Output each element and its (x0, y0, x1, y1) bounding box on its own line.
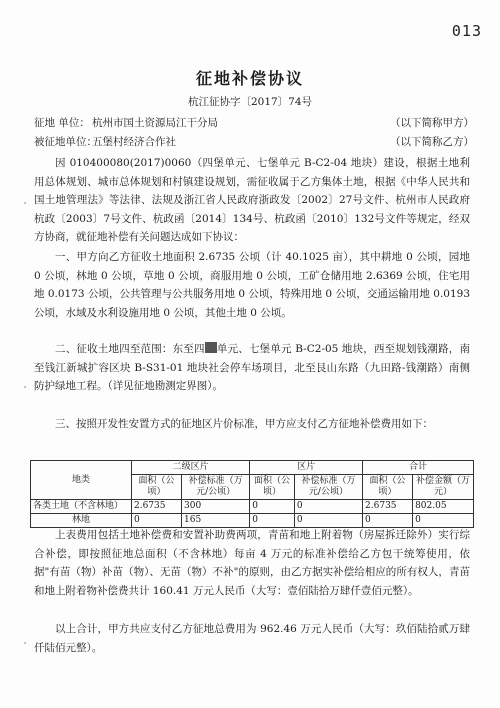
party-a-name: 杭州市国土资源局江干分局 (92, 117, 218, 129)
party-b-line (34, 134, 474, 149)
document-number: 杭江征协字〔2017〕74号 (187, 96, 313, 108)
header-area-2: 面积（公顷） (250, 475, 295, 500)
row-cell: 0 (294, 500, 362, 514)
clause-3-paragraph: 三、按照开发性安置方式的征地区片价标准，甲方应支付乙方征地补偿费用如下： (55, 418, 433, 430)
row-cell: 165 (182, 514, 250, 528)
header-land-type: 地类 (31, 461, 132, 500)
row-cell: 0 (132, 514, 182, 528)
clause-1-paragraph: 一、甲方向乙方征收土地面积 2.6735 公顷（计 40.1025 亩），其中耕地 0 公顷，园地 0 公顷，林地 0 公顷，草地 0 公顷，商服用地 0 公顷，工矿仓储用地 2.6369 公顷，住宅用地 0.0173 公顷，公共管理与公共服务用地 0 公顷，特殊用地 0 公顷，交通运输用地 0.0193 公顷，水域及水利设施用地 0 公顷，其他土地 0 公顷。 (34, 251, 470, 319)
margin-mark: ′ (24, 200, 27, 213)
clause-2-paragraph (34, 340, 470, 396)
after-table-paragraph: 上表费用包括土地补偿费和安置补助费两项，青苗和地上附着物（房屋拆迁除外）实行综合补偿，即按照征地总面积（不含林地）每亩 4 万元的标准补偿给乙方包干统筹使用，依据"有苗（物）补苗（物）、无苗（物）不补"的原则，由乙方据实补偿给相应的所有权人，青苗和地上附着物补偿费共计 160.41 万元人民币（大写：壹佰陆拾万肆仟壹佰元整）。 (34, 529, 470, 597)
table-row (31, 500, 474, 514)
header-total-3: 补偿金额（万元） (413, 475, 474, 500)
party-a-line (34, 115, 474, 130)
clause-2-text-b: 单元、七堡单元 B-C2-05 地块，西至规划钱潮路，南至钱江新城扩容区块 B-S31-01 地块社会停车场项目，北至艮山东路（九田路-钱潮路）南侧防护绿地工程。（详见征地勘测定界图）。 (34, 343, 471, 393)
header-group-1: 二级区片 (132, 461, 250, 475)
row-cell: 0 (413, 514, 474, 528)
redaction-mark (205, 342, 217, 353)
header-area-3: 面积（公顷） (363, 475, 413, 500)
margin-mark: ′ (24, 384, 27, 397)
header-group-2: 区片 (250, 461, 363, 475)
row-cell: 0 (363, 514, 413, 528)
party-b-name: 五堡村经济合作社 (92, 136, 176, 148)
compensation-table (30, 460, 474, 528)
party-a-label: 征地 单位： (34, 117, 90, 129)
row-cell: 0 (294, 514, 362, 528)
row-land-type: 各类土地（不含林地） (31, 500, 132, 514)
preamble-paragraph: 因 010400080(2017)0060（四堡单元、七堡单元 B-C2-04 地块）建设，根据土地利用总体规划、城市总体规划和村镇建设规划，需征收属于乙方集体土地，根据《中华人民共和国土地管理法》等法律、法规及浙江省人民政府浙政发〔2002〕27号文件、杭州市人民政府杭政〔2003〕7号文件、杭政函〔2014〕134号、杭政函〔2010〕132号文件等规定，经双方协商，就征地补偿有关问题达成如下协议： (34, 157, 470, 244)
row-cell: 802.05 (413, 500, 474, 514)
header-area-1: 面积（公顷） (132, 475, 182, 500)
party-b-label: 被征地单位： (34, 136, 97, 148)
header-group-3: 合计 (363, 461, 474, 475)
page-number: 013 (451, 22, 482, 40)
party-a-alias: （以下简称甲方） (390, 117, 474, 129)
total-paragraph: 以上合计，甲方共应支付乙方征地总费用为 962.46 万元人民币（大写：玖佰陆拾贰万肆仟陆佰元整）。 (34, 623, 470, 654)
header-std-2: 补偿标准（万元/公顷） (294, 475, 362, 500)
row-cell: 2.6735 (363, 500, 413, 514)
row-cell: 0 (250, 500, 295, 514)
margin-mark: ′ (24, 640, 27, 653)
document-title: 征地补偿协议 (195, 69, 304, 88)
row-land-type: 林地 (31, 514, 132, 528)
header-std-1: 补偿标准（万元/公顷） (182, 475, 250, 500)
row-cell: 2.6735 (132, 500, 182, 514)
row-cell: 0 (250, 514, 295, 528)
row-cell: 300 (182, 500, 250, 514)
party-b-alias: （以下简称乙方） (390, 136, 474, 148)
clause-2-text-a: 二、征收土地四至范围：东至四 (55, 343, 205, 355)
